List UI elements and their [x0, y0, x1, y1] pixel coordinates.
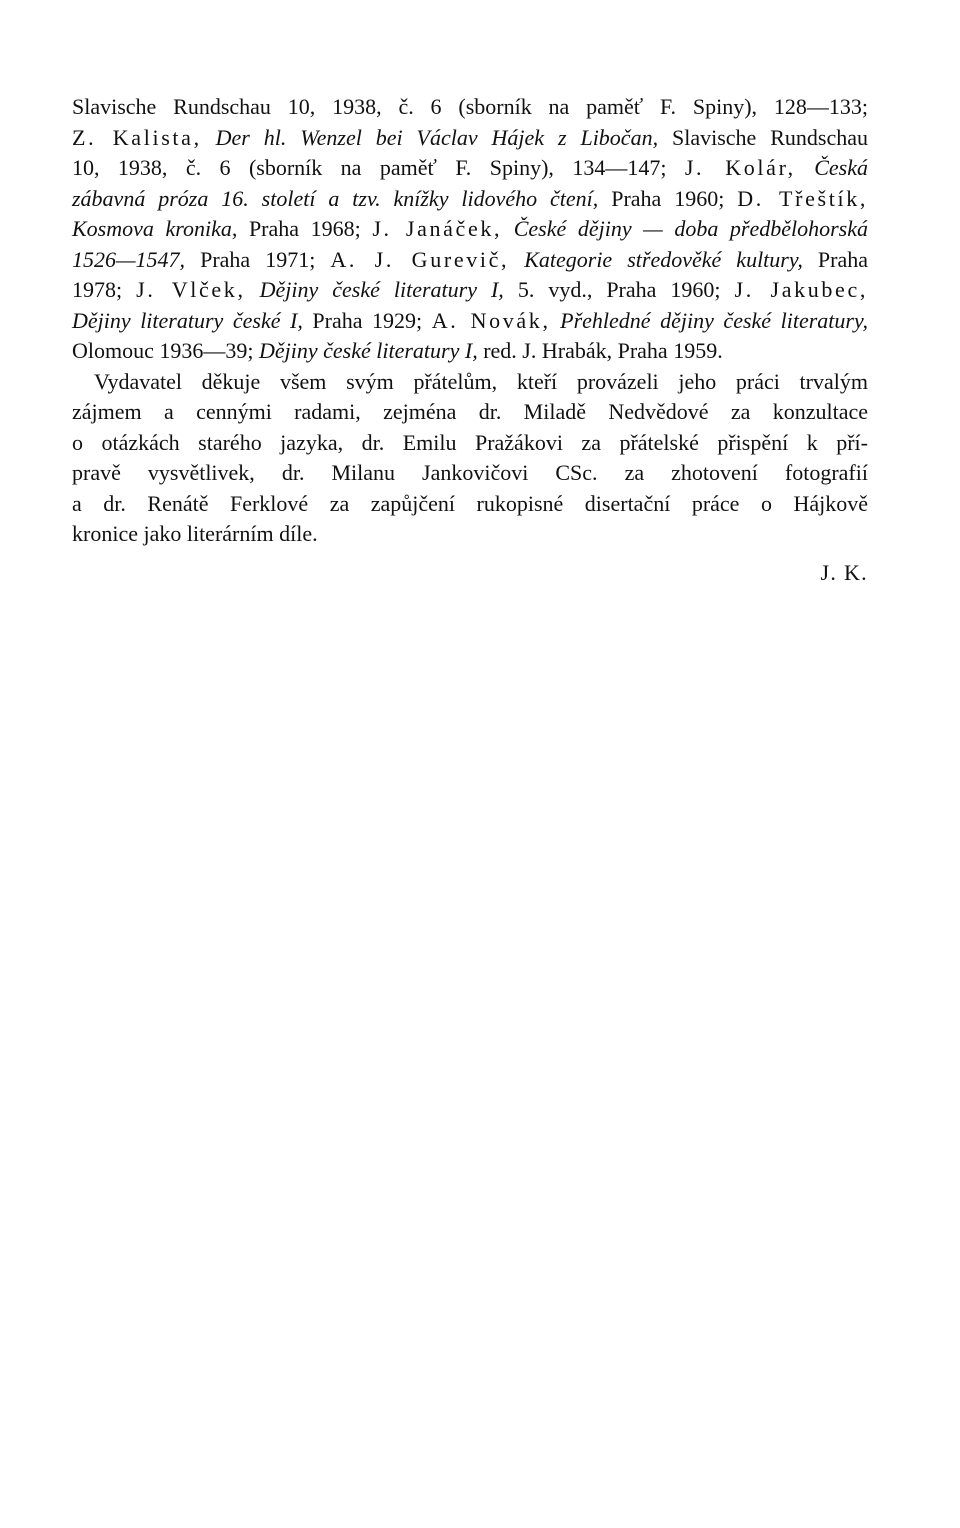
document-page [72, 92, 868, 588]
text-segment: o otázkách starého jazyka, dr. Emilu Pražákovi za přátelské přispění k pří- [72, 429, 868, 455]
text-segment [246, 277, 260, 302]
text-segment: a dr. Renátě Ferklové za zapůjčení rukopisné disertační práce o Hájkově [72, 490, 868, 516]
text-segment: Slavische Rundschau [658, 124, 868, 150]
text-segment: zájmem a cennými radami, zejména dr. Miladě Nedvědové za konzultace [72, 399, 868, 424]
italic-title-text: Dějiny české literatury I, [259, 277, 504, 302]
text-segment [509, 247, 524, 272]
text-segment [502, 216, 514, 241]
text-line [72, 92, 868, 123]
author-name-text: A. J. Gurevič, [330, 246, 510, 272]
text-segment: red. J. Hrabák, Praha 1959. [477, 338, 723, 363]
italic-title-text: Přehledné dějiny české literatury, [560, 307, 868, 333]
text-line [72, 489, 868, 520]
text-line [72, 153, 868, 184]
text-block [72, 92, 868, 550]
italic-title-text: České dějiny — doba předbělohorská [513, 216, 869, 241]
text-line [72, 519, 868, 550]
italic-title-text: Der hl. Wenzel bei Václav Hájek z Libočan, [215, 124, 659, 150]
text-line [72, 184, 868, 215]
text-segment: Olomouc 1936—39; [72, 338, 259, 363]
italic-title-text: Kategorie středověké kultury, [524, 246, 803, 272]
text-line [72, 214, 868, 245]
author-name-text: Z. Kalista, [72, 124, 202, 150]
italic-title-text: Dějiny literatury české I, [72, 307, 303, 333]
text-line [72, 397, 868, 428]
text-segment: 5. vyd., Praha 1960; [503, 277, 735, 302]
text-segment: Praha 1929; [302, 307, 432, 333]
text-segment: Praha [802, 246, 869, 272]
text-line [72, 123, 868, 154]
text-segment: 10, 1938, č. 6 (sborník na paměť F. Spiny), 134—147; [72, 155, 685, 180]
italic-title-text: 1526—1547, [72, 246, 186, 272]
text-segment: 1978; [72, 277, 137, 302]
text-segment: Praha 1968; [237, 216, 373, 241]
text-segment [202, 125, 216, 150]
text-line [72, 245, 868, 276]
text-line [72, 336, 868, 367]
text-line [72, 367, 868, 398]
author-name-text: D. Třeštík, [737, 185, 868, 211]
text-segment [796, 155, 814, 180]
italic-title-text: Kosmova kronika, [72, 216, 238, 241]
text-line [72, 458, 868, 489]
italic-title-text: Česká [814, 155, 868, 180]
signature: J. K. [820, 559, 868, 585]
text-segment: Praha 1971; [185, 246, 331, 272]
author-name-text: A. Novák, [431, 307, 551, 333]
text-line [72, 275, 868, 306]
text-line [72, 306, 868, 337]
text-segment: Vydavatel děkuje všem svým přátelům, kteří provázeli jeho práci trvalým [94, 368, 868, 394]
italic-title-text: Dějiny české literatury I, [259, 338, 478, 363]
author-name-text: J. Kolár, [684, 155, 796, 180]
text-segment: pravě vysvětlivek, dr. Milanu Jankovičovi CSc. za zhotovení fotografií [72, 460, 868, 485]
italic-title-text: zábavná próza 16. století a tzv. knížky lidového čtení, [72, 185, 599, 211]
text-line [72, 428, 868, 459]
text-segment: Praha 1960; [598, 185, 738, 211]
text-segment [551, 308, 561, 333]
text-segment: Slavische Rundschau 10, 1938, č. 6 (sborník na paměť F. Spiny), 128—133; [72, 94, 868, 119]
author-name-text: J. Vlček, [136, 277, 246, 302]
text-segment: kronice jako literárním díle. [72, 521, 318, 546]
author-name-text: J. Jakubec, [734, 277, 868, 302]
author-name-text: J. Janáček, [372, 216, 503, 241]
